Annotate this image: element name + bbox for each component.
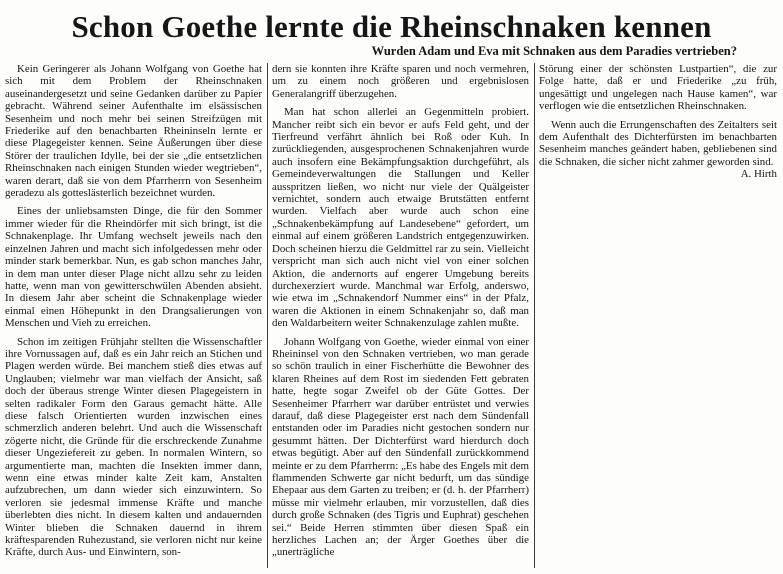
column-divider <box>267 63 268 568</box>
paragraph: Kein Geringerer als Johann Wolfgang von Goethe hat sich mit dem Problem der Rheinschnaken auseinandergesetzt und seine Gedanken darüber zu Papier gebracht. Während seiner Aufenthalte im elsässischen Sesenheim und noch mehr bei seinen Streifzügen mit Friederike auf den benachbarten Rheininseln lernte er diese Plagegeister kennen. Seine Äußerungen über diese Störer der traulichen Idylle, bei der sie „die entsetzlichen Rheinschnaken nach einigen Stunden wieder wegtrieben“, waren derart, daß sie von dem Pfarrherrn von Sesenheim geradezu als gotteslästerlich bezeichnet wurden. <box>5 63 262 200</box>
paragraph: Wenn auch die Errungenschaften des Zeitalters seit dem Aufenthalt des Dichterfürsten im benachbarten Sesenheim manches geändert haben, gebliebenen sind die Schnaken, die sicher nicht zahmer geworden sind. <box>539 118 777 168</box>
text-column-2 <box>272 63 529 574</box>
paragraph: Eines der unliebsamsten Dinge, die für den Sommer immer wieder für die Rheindörfer mit sich bringt, ist die Schnakenplage. Ihr Umfang wechselt jeweils nach den einzelnen Jahren und macht sich infolgedessen mehr oder minder stark bemerkbar. Nun, es gab schon manches Jahr, in dem man unter dieser Plage nicht allzu sehr zu leiden hatte, wenn man von gewitterschwülen Abenden absieht. In diesem Jahr aber scheint die Schnakenplage wieder einmal einen Höhepunkt in den Drangsalierungen von Menschen und Vieh zu erreichen. <box>5 205 262 330</box>
paragraph: Johann Wolfgang von Goethe, wieder einmal von einer Rheininsel von den Schnaken vertrieben, wo man gerade so schön traulich in einer Fischerhütte die Bewohner des klaren Rheines auf dem Rost im siedenden Fett gebraten hatte, hegte sogar Zweifel ob der Güte Gottes. Der Sesenheimer Pfarrherr war darüber entrüstet und verwies darauf, daß diese Plagegeister erst nach dem Sündenfall entstanden oder im Paradies nicht gestochen sondern nur gesummt hätten. Der Dichterfürst ward hierdurch doch etwas begütigt. Aber auf den Sündenfall zurückkommend meinte er zu dem Pfarrherrn: „Es habe des Engels mit dem flammenden Schwerte gar nicht bedurft, um das sündige Ehepaar aus dem Garten zu treiben; er (d. h. der Pfarrherr) müsse mir vielmehr erlauben, mir vorzustellen, daß dies durch große Schnaken (des Tigris und Euphrat) geschehen sei.“ Beide Herren stimmten über diesen Spaß ein herzliches Lachen an; der Ärger Goethes über die „unerträgliche <box>272 335 529 559</box>
column-divider <box>534 63 535 568</box>
text-column-3 <box>539 63 777 574</box>
paragraph: Man hat schon allerlei an Gegenmitteln probiert. Mancher reibt sich ein bevor er aufs Feld geht, und der Tierfreund verfährt ähnlich bei Roß oder Kuh. In zurückliegenden, ausgesprochenen Schnakenjahren wurde auch insofern eine Bekämpfungsaktion durchgeführt, als Gemeindeverwaltungen die Stallungen und Keller ausspritzen ließen, wo nicht nur viele der Quälgeister vernichtet, sondern auch etwaige Brutstätten entfernt wurden. Vielfach aber wurde auch schon eine „Schnakenbekämpfung auf Landesebene“ gefordert, um einmal auf einem größeren Landstrich entgegenzuwirken. Doch scheinen hierzu die Geldmittel rar zu sein. Vielleicht verspricht man sich auch nicht viel von einer solchen Aktion, die andernorts auf engerer Umgebung bereits durchexerziert wurde. Manchmal war Erfolg, anderswo, wie etwa im „Schnakendorf Nummer eins“ in der Pfalz, waren die Aktionen in einem Schnakenjahr so, daß man den Waldarbeitern weiter Schnakenzulage zahlen mußte. <box>272 106 529 330</box>
author-signature: A. Hirth <box>740 168 777 181</box>
paragraph: dern sie konnten ihre Kräfte sparen und noch vermehren, um zu einem noch größeren und ergebnislosen Generalangriff überzugehen. <box>272 63 529 100</box>
paragraph: Schon im zeitigen Frühjahr stellten die Wissenschaftler ihre Vornussagen auf, daß es ein Jahr reich an Stichen und Plagen werden würde. Bei manchem stieß dies etwas auf Unglauben; vielmehr war man vielfach der Ansicht, saß doch der überaus strenge Winter diesen Plagegeistern in selten radikaler Form den Garaus gemacht hätte. Alle diese falsch Orientierten wurden inzwischen eines schmerzlich anderen belehrt. Und auch die Wissenschaft zögerte nicht, die Gründe für die erschreckende Zunahme dieser Ungeziefereit zu geben. In normalen Wintern, so argumentierte man, machten die Insekten immer dann, wenn eine etwas minder kalte Zeit kam, Anstalten aufzubrechen, um dann wieder sich einzuwintern. So verloren sie jedesmal immense Kräfte und manche überlebten dies nicht. In diesem kalten und andauernden Winter blieben die Schnaken dauernd in ihrem kräftesparenden Ruhezustand, sie verloren nicht nur keine Kräfte, durch Aus- und Einwintern, son- <box>5 335 262 559</box>
article-subhead: Wurden Adam und Eva mit Schnaken aus dem Paradies vertrieben? <box>371 44 737 58</box>
text-column-1 <box>5 63 262 574</box>
paragraph: Störung einer der schönsten Lustpartien“, die zur Folge hatte, daß er und Friederike „zu früh, ungesättigt und ungelegen nach Hause kamen“, war verflogen wie die entsetzlichen Rheinschnaken. <box>539 63 777 113</box>
article-headline: Schon Goethe lernte die Rheinschnaken kennen <box>71 9 712 44</box>
